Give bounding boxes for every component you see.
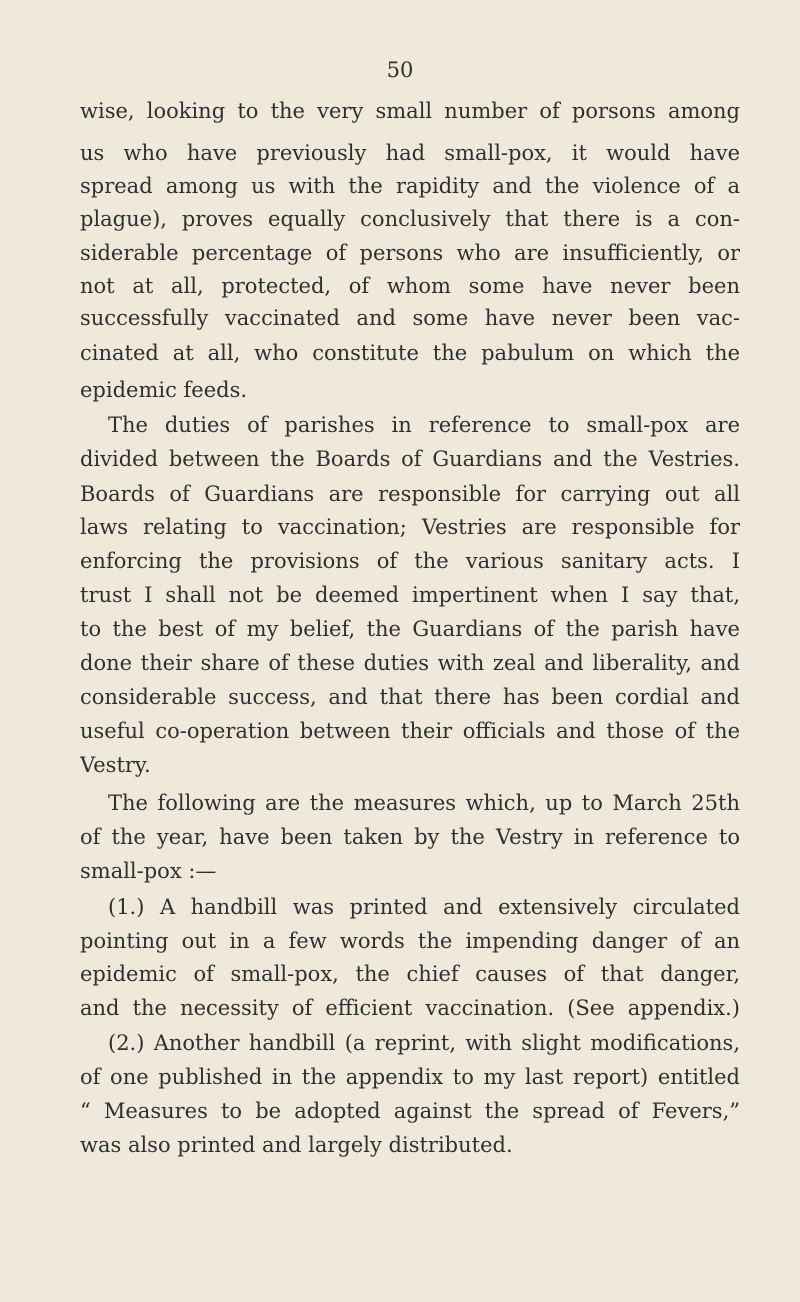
text-line: Boards of Guardians are responsible for carrying out all bbox=[80, 482, 740, 506]
text-line: The duties of parishes in reference to small-pox are bbox=[108, 413, 740, 437]
text-line: epidemic of small-pox, the chief causes of that danger, bbox=[80, 962, 740, 986]
text-line: done their share of these duties with zeal and liberality, and bbox=[80, 651, 740, 675]
text-line: The following are the measures which, up to March 25th bbox=[108, 791, 740, 815]
text-line: trust I shall not be deemed impertinent when I say that, bbox=[80, 583, 740, 607]
text-line: epidemic feeds. bbox=[80, 378, 248, 402]
text-line: (1.) A handbill was printed and extensively circulated bbox=[108, 895, 740, 919]
text-line: of one published in the appendix to my last report) entitled bbox=[80, 1065, 740, 1089]
text-line: plague), proves equally conclusively that there is a con- bbox=[80, 207, 740, 231]
text-line: not at all, protected, of whom some have never been bbox=[80, 274, 740, 298]
text-line: divided between the Boards of Guardians and the Vestries. bbox=[80, 447, 740, 471]
text-line: pointing out in a few words the impending danger of an bbox=[80, 929, 740, 953]
page-number: 50 bbox=[386, 58, 414, 82]
text-line: successfully vaccinated and some have never been vac- bbox=[80, 306, 740, 330]
text-line: cinated at all, who constitute the pabulum on which the bbox=[80, 341, 740, 365]
text-line: of the year, have been taken by the Vestry in reference to bbox=[80, 825, 740, 849]
text-line: Vestry. bbox=[80, 753, 151, 777]
text-line: small-pox :— bbox=[80, 859, 217, 883]
text-line: “ Measures to be adopted against the spread of Fevers,” bbox=[80, 1099, 740, 1123]
text-line: was also printed and largely distributed. bbox=[80, 1133, 513, 1157]
text-line: (2.) Another handbill (a reprint, with slight modifications, bbox=[108, 1031, 740, 1055]
text-line: us who have previously had small-pox, it would have bbox=[80, 141, 740, 165]
text-line: siderable percentage of persons who are insufficiently, or bbox=[80, 241, 740, 265]
text-line: and the necessity of efficient vaccination. (See appendix.) bbox=[80, 996, 740, 1020]
text-line: to the best of my belief, the Guardians of the parish have bbox=[80, 617, 740, 641]
text-line: enforcing the provisions of the various sanitary acts. I bbox=[80, 549, 740, 573]
text-line: considerable success, and that there has been cordial and bbox=[80, 685, 740, 709]
text-line: wise, looking to the very small number of porsons among bbox=[80, 99, 740, 123]
text-line: spread among us with the rapidity and the violence of a bbox=[80, 174, 740, 198]
text-line: useful co-operation between their officials and those of the bbox=[80, 719, 740, 743]
text-line: laws relating to vaccination; Vestries are responsible for bbox=[80, 515, 740, 539]
